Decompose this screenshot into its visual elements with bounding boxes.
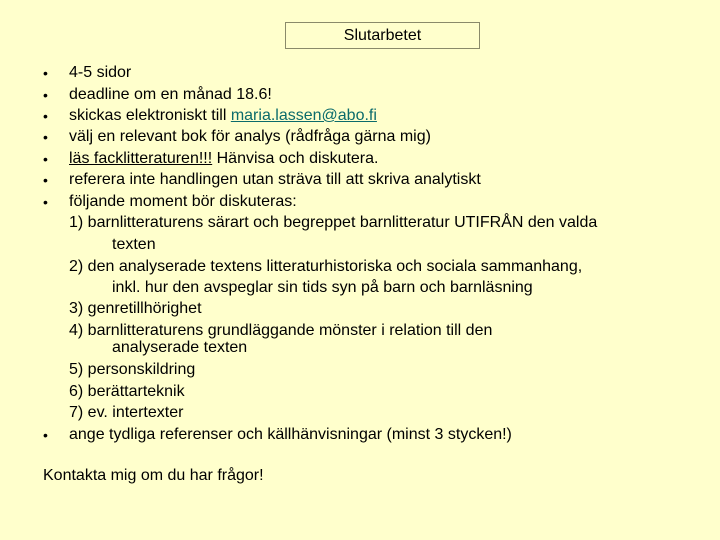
- list-item-choose-book: välj en relevant bok för analys (rådfråga gärna mig): [69, 128, 431, 145]
- subitem-3: 3) genretillhörighet: [69, 300, 202, 317]
- bullet-icon: •: [43, 87, 48, 103]
- list-item-pages: 4-5 sidor: [69, 64, 132, 81]
- subitem-1-line2: texten: [112, 236, 156, 253]
- list-item-following: följande moment bör diskuteras:: [69, 193, 297, 210]
- subitem-5: 5) personskildring: [69, 361, 196, 378]
- list-item-refer: referera inte handlingen utan sträva till att skriva analytiskt: [69, 171, 481, 188]
- subitem-7: 7) ev. intertexter: [69, 404, 184, 421]
- email-link[interactable]: maria.lassen@abo.fi: [230, 107, 377, 124]
- list-item-deadline: deadline om en månad 18.6!: [69, 86, 272, 103]
- list-item-send: [69, 106, 377, 126]
- bullet-icon: •: [43, 108, 48, 124]
- subitem-2-line1: 2) den analyserade textens litteraturhistoriska och sociala sammanhang,: [69, 258, 583, 275]
- subitem-4-line1: 4) barnlitteraturens grundläggande mönster i relation till den: [69, 322, 493, 339]
- bullet-icon: •: [43, 65, 48, 81]
- contact-text: Kontakta mig om du har frågor!: [43, 467, 264, 484]
- bullet-icon: •: [43, 172, 48, 188]
- list-item-read: [69, 149, 378, 169]
- bullet-icon: •: [43, 194, 48, 210]
- subitem-2-line2: inkl. hur den avspeglar sin tids syn på barn och barnläsning: [112, 279, 533, 296]
- subitem-4-line2: analyserade texten: [112, 339, 248, 356]
- read-rest: Hänvisa och diskutera.: [212, 150, 379, 167]
- subitem-1-line1: 1) barnlitteraturens särart och begreppet barnlitteratur UTIFRÅN den valda: [69, 214, 598, 231]
- list-item-references: ange tydliga referenser och källhänvisningar (minst 3 stycken!): [69, 426, 512, 443]
- subitem-6: 6) berättarteknik: [69, 383, 185, 400]
- bullet-icon: •: [43, 129, 48, 145]
- send-prefix: skickas elektroniskt till: [69, 107, 231, 124]
- bullet-icon: •: [43, 151, 48, 167]
- read-underlined: läs facklitteraturen!!!: [69, 150, 213, 167]
- page-title: Slutarbetet: [285, 22, 480, 49]
- bullet-icon: •: [43, 427, 48, 443]
